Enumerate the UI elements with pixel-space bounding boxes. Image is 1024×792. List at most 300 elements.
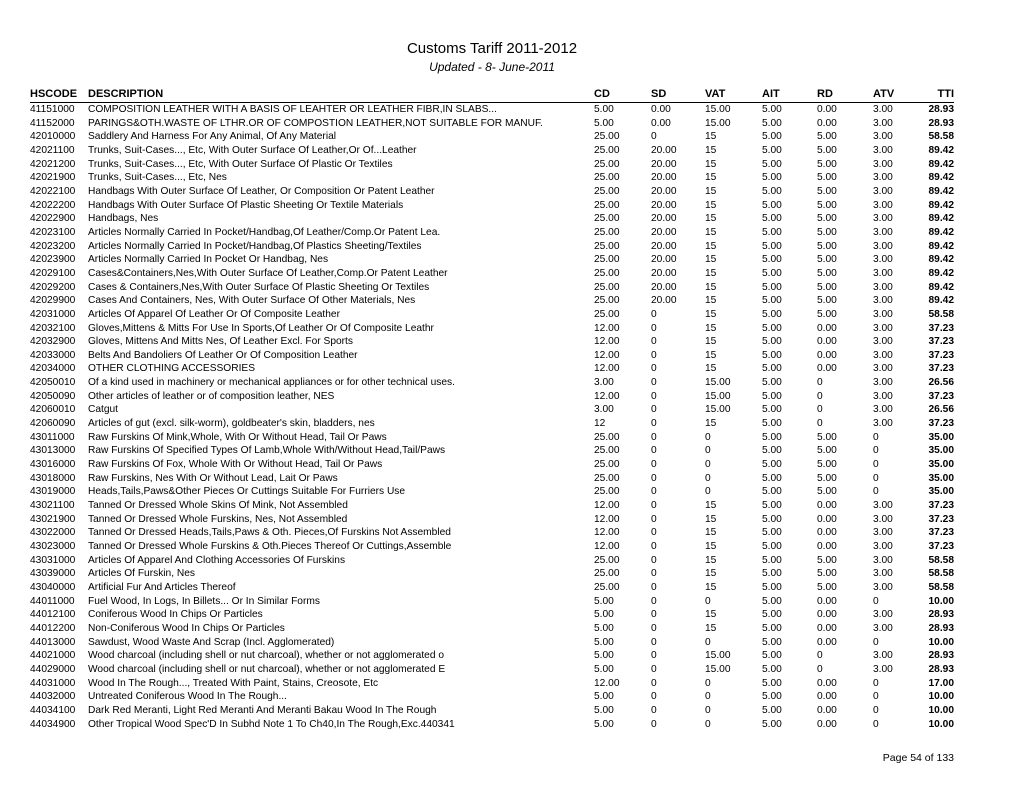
atv-cell: 3.00: [873, 172, 893, 184]
table-row: [30, 185, 954, 199]
tti-cell: 58.58: [928, 568, 954, 580]
tti-cell: 10.00: [928, 595, 954, 607]
hscode-cell: 44013000: [30, 636, 76, 648]
ait-cell: 5.00: [762, 541, 782, 552]
table-row: [30, 595, 954, 609]
ait-cell: 5.00: [762, 404, 782, 416]
atv-cell: 0: [873, 472, 879, 484]
sd-cell: 0: [651, 650, 657, 662]
description-cell: Non-Coniferous Wood In Chips Or Particles: [88, 622, 285, 634]
tti-cell: 35.00: [928, 472, 954, 484]
description-cell: Articles of gut (excl. silk-worm), goldbeater's skin, bladders, nes: [88, 418, 375, 430]
table-row: [30, 144, 954, 158]
hscode-cell: 42050090: [30, 390, 76, 402]
vat-cell: 15: [705, 213, 717, 225]
tti-cell: 35.00: [928, 486, 954, 498]
vat-cell: 15: [705, 281, 717, 293]
ait-cell: 5.00: [762, 663, 782, 675]
hscode-cell: 42022100: [30, 185, 76, 197]
sd-cell: 0: [651, 663, 657, 675]
description-cell: Wood In The Rough..., Treated With Paint, Stains, Creosote, Etc: [88, 677, 379, 689]
rd-cell: 5.00: [817, 131, 837, 143]
description-cell: Tanned Or Dressed Whole Skins Of Mink, Not Assembled: [88, 500, 348, 512]
description-cell: Trunks, Suit-Cases..., Etc, With Outer Surface Of Leather,Or Of...Leather: [88, 144, 417, 156]
atv-cell: 3.00: [873, 527, 893, 539]
ait-cell: 5.00: [762, 308, 782, 320]
cd-cell: 5.00: [594, 622, 614, 634]
ait-cell: 5.00: [762, 568, 782, 580]
rd-cell: 0.00: [817, 691, 837, 703]
tti-cell: 35.00: [928, 431, 954, 443]
cd-cell: 25.00: [594, 213, 620, 225]
rd-cell: 5.00: [817, 431, 837, 443]
cd-cell: 5.00: [594, 650, 614, 662]
cd-cell: 25.00: [594, 554, 620, 566]
atv-cell: 0: [873, 704, 879, 716]
rd-cell: 0: [817, 650, 823, 662]
rd-cell: 0.00: [817, 622, 837, 634]
description-cell: Cases & Containers,Nes,With Outer Surface Of Plastic Sheeting Or Textiles: [88, 281, 430, 293]
vat-cell: 15: [705, 418, 717, 430]
hscode-cell: 44032000: [30, 691, 76, 703]
vat-cell: 15: [705, 295, 717, 307]
hscode-cell: 44021000: [30, 650, 76, 662]
cd-cell: 25.00: [594, 459, 620, 471]
ait-cell: 5.00: [762, 377, 782, 389]
sd-cell: 20.00: [651, 144, 677, 156]
rd-cell: 5.00: [817, 295, 837, 307]
rd-cell: 5.00: [817, 581, 837, 593]
vat-cell: 15: [705, 363, 717, 375]
tti-cell: 28.93: [928, 117, 954, 129]
rd-cell: 0: [817, 390, 823, 402]
hscode-cell: 42060090: [30, 418, 76, 430]
rd-cell: 0.00: [817, 541, 837, 552]
cd-cell: 25.00: [594, 431, 620, 443]
atv-cell: 3.00: [873, 254, 893, 266]
rd-cell: 5.00: [817, 281, 837, 293]
table-row: [30, 690, 954, 704]
hscode-cell: 44029000: [30, 663, 76, 675]
tti-cell: 28.93: [928, 104, 954, 115]
ait-cell: 5.00: [762, 554, 782, 566]
hscode-cell: 42031000: [30, 308, 76, 320]
table-row: [30, 171, 954, 185]
vat-cell: 15: [705, 172, 717, 184]
vat-cell: 15: [705, 554, 717, 566]
rd-cell: 0.00: [817, 595, 837, 607]
vat-cell: 0: [705, 636, 711, 648]
ait-cell: 5.00: [762, 650, 782, 662]
tti-cell: 26.56: [928, 404, 954, 416]
hscode-cell: 42032900: [30, 336, 76, 348]
table-row: [30, 103, 954, 117]
tti-cell: 37.23: [928, 513, 954, 525]
vat-cell: 15.00: [705, 404, 731, 416]
tti-cell: 58.58: [928, 131, 954, 143]
ait-cell: 5.00: [762, 226, 782, 238]
rd-cell: 5.00: [817, 568, 837, 580]
ait-cell: 5.00: [762, 254, 782, 266]
hscode-cell: 42033000: [30, 349, 76, 361]
hscode-cell: 43040000: [30, 581, 76, 593]
table-row: [30, 718, 954, 732]
cd-cell: 25.00: [594, 472, 620, 484]
table-row: [30, 362, 954, 376]
hscode-cell: 42032100: [30, 322, 76, 334]
description-cell: Articles Normally Carried In Pocket/Handbag,Of Leather/Comp.Or Patent Lea.: [88, 226, 441, 238]
tti-cell: 37.23: [928, 527, 954, 539]
atv-cell: 0: [873, 718, 879, 730]
description-cell: Articles Of Furskin, Nes: [88, 568, 195, 580]
rd-cell: 0: [817, 663, 823, 675]
hscode-cell: 43018000: [30, 472, 76, 484]
vat-cell: 15: [705, 240, 717, 252]
tti-cell: 58.58: [928, 554, 954, 566]
rd-cell: 0.00: [817, 636, 837, 648]
cd-cell: 5.00: [594, 704, 614, 716]
tti-cell: 89.42: [928, 172, 954, 184]
atv-cell: 3.00: [873, 568, 893, 580]
description-cell: Tanned Or Dressed Whole Furskins & Oth.Pieces Thereof Or Cuttings,Assemble: [88, 541, 452, 552]
atv-cell: 0: [873, 486, 879, 498]
column-header-cd: CD: [594, 88, 651, 103]
vat-cell: 15: [705, 226, 717, 238]
rd-cell: 5.00: [817, 486, 837, 498]
rd-cell: 5.00: [817, 185, 837, 197]
vat-cell: 15: [705, 185, 717, 197]
ait-cell: 5.00: [762, 636, 782, 648]
rd-cell: 0.00: [817, 513, 837, 525]
hscode-cell: 44031000: [30, 677, 76, 689]
rd-cell: 5.00: [817, 172, 837, 184]
description-cell: PARINGS&OTH.WASTE OF LTHR.OR OF COMPOSTION LEATHER,NOT SUITABLE FOR MANUF.: [88, 117, 543, 129]
atv-cell: 3.00: [873, 500, 893, 512]
vat-cell: 15: [705, 500, 717, 512]
cd-cell: 25.00: [594, 199, 620, 211]
description-cell: Raw Furskins Of Mink,Whole, With Or Without Head, Tail Or Paws: [88, 431, 387, 443]
ait-cell: 5.00: [762, 240, 782, 252]
rd-cell: 0.00: [817, 322, 837, 334]
table-row: [30, 472, 954, 486]
hscode-cell: 42021200: [30, 158, 76, 170]
tti-cell: 89.42: [928, 158, 954, 170]
atv-cell: 3.00: [873, 513, 893, 525]
tti-cell: 37.23: [928, 349, 954, 361]
cd-cell: 25.00: [594, 158, 620, 170]
tti-cell: 37.23: [928, 500, 954, 512]
sd-cell: 0: [651, 691, 657, 703]
tti-cell: 35.00: [928, 459, 954, 471]
sd-cell: 0: [651, 554, 657, 566]
cd-cell: 25.00: [594, 185, 620, 197]
cd-cell: 12.00: [594, 500, 620, 512]
rd-cell: 5.00: [817, 267, 837, 279]
rd-cell: 0.00: [817, 677, 837, 689]
cd-cell: 5.00: [594, 104, 614, 115]
sd-cell: 0: [651, 486, 657, 498]
rd-cell: 0.00: [817, 704, 837, 716]
atv-cell: 3.00: [873, 322, 893, 334]
description-cell: Of a kind used in machinery or mechanical appliances or for other technical uses.: [88, 377, 455, 389]
cd-cell: 25.00: [594, 267, 620, 279]
ait-cell: 5.00: [762, 691, 782, 703]
sd-cell: 0: [651, 349, 657, 361]
cd-cell: 12.00: [594, 349, 620, 361]
table-row: [30, 308, 954, 322]
cd-cell: 5.00: [594, 663, 614, 675]
table-row: [30, 704, 954, 718]
sd-cell: 20.00: [651, 267, 677, 279]
sd-cell: 0: [651, 431, 657, 443]
hscode-cell: 43021100: [30, 500, 75, 512]
cd-cell: 3.00: [594, 404, 614, 416]
description-cell: Raw Furskins, Nes With Or Without Lead, Lait Or Paws: [88, 472, 338, 484]
hscode-cell: 42023100: [30, 226, 76, 238]
tti-cell: 89.42: [928, 295, 954, 307]
table-row: [30, 158, 954, 172]
ait-cell: 5.00: [762, 513, 782, 525]
vat-cell: 0: [705, 431, 711, 443]
sd-cell: 0: [651, 459, 657, 471]
table-row: [30, 117, 954, 131]
table-body: [30, 103, 954, 732]
sd-cell: 0: [651, 581, 657, 593]
tti-cell: 26.56: [928, 377, 954, 389]
cd-cell: 5.00: [594, 718, 614, 730]
sd-cell: 0: [651, 131, 657, 143]
description-cell: Fuel Wood, In Logs, In Billets... Or In Similar Forms: [88, 595, 320, 607]
column-header-tti: TTI: [919, 88, 954, 103]
table-row: [30, 636, 954, 650]
atv-cell: 3.00: [873, 158, 893, 170]
cd-cell: 12.00: [594, 390, 620, 402]
atv-cell: 0: [873, 636, 879, 648]
hscode-cell: 44012100: [30, 609, 76, 621]
tti-cell: 89.42: [928, 254, 954, 266]
rd-cell: 0.00: [817, 363, 837, 375]
atv-cell: 3.00: [873, 199, 893, 211]
table-row: [30, 130, 954, 144]
vat-cell: 15: [705, 254, 717, 266]
vat-cell: 15.00: [705, 377, 731, 389]
vat-cell: 0: [705, 445, 711, 457]
ait-cell: 5.00: [762, 431, 782, 443]
ait-cell: 5.00: [762, 390, 782, 402]
tti-cell: 28.93: [928, 663, 954, 675]
hscode-cell: 42060010: [30, 404, 76, 416]
description-cell: Gloves,Mittens & Mitts For Use In Sports,Of Leather Or Of Composite Leathr: [88, 322, 434, 334]
vat-cell: 15: [705, 527, 717, 539]
tti-cell: 89.42: [928, 226, 954, 238]
tti-cell: 10.00: [928, 691, 954, 703]
hscode-cell: 43021900: [30, 513, 76, 525]
tti-cell: 28.93: [928, 650, 954, 662]
cd-cell: 25.00: [594, 131, 620, 143]
atv-cell: 3.00: [873, 117, 893, 129]
cd-cell: 25.00: [594, 144, 620, 156]
vat-cell: 15: [705, 541, 717, 552]
hscode-cell: 42029100: [30, 267, 76, 279]
vat-cell: 15: [705, 199, 717, 211]
hscode-cell: 42023200: [30, 240, 76, 252]
rd-cell: 5.00: [817, 254, 837, 266]
table-row: [30, 294, 954, 308]
vat-cell: 15: [705, 158, 717, 170]
description-cell: Cases&Containers,Nes,With Outer Surface Of Leather,Comp.Or Patent Leather: [88, 267, 448, 279]
ait-cell: 5.00: [762, 199, 782, 211]
ait-cell: 5.00: [762, 486, 782, 498]
document-subtitle: Updated - 8- June-2011: [429, 60, 555, 74]
table-row: [30, 349, 954, 363]
ait-cell: 5.00: [762, 445, 782, 457]
atv-cell: 3.00: [873, 336, 893, 348]
description-cell: Trunks, Suit-Cases..., Etc, Nes: [88, 172, 227, 184]
ait-cell: 5.00: [762, 472, 782, 484]
ait-cell: 5.00: [762, 718, 782, 730]
sd-cell: 20.00: [651, 295, 677, 307]
ait-cell: 5.00: [762, 363, 782, 375]
atv-cell: 3.00: [873, 240, 893, 252]
cd-cell: 25.00: [594, 568, 620, 580]
sd-cell: 0.00: [651, 117, 671, 129]
description-cell: Raw Furskins Of Fox, Whole With Or Without Head, Tail Or Paws: [88, 459, 383, 471]
sd-cell: 20.00: [651, 254, 677, 266]
atv-cell: 3.00: [873, 377, 893, 389]
ait-cell: 5.00: [762, 185, 782, 197]
cd-cell: 12.00: [594, 363, 620, 375]
rd-cell: 5.00: [817, 554, 837, 566]
vat-cell: 15: [705, 622, 717, 634]
table-row: [30, 663, 954, 677]
tti-cell: 37.23: [928, 363, 954, 375]
page-number: Page 54 of 133: [882, 752, 954, 764]
table-row: [30, 567, 954, 581]
ait-cell: 5.00: [762, 172, 782, 184]
rd-cell: 5.00: [817, 144, 837, 156]
atv-cell: 3.00: [873, 541, 893, 552]
cd-cell: 12.00: [594, 322, 620, 334]
table-row: [30, 485, 954, 499]
rd-cell: 0: [817, 404, 823, 416]
description-cell: Handbags With Outer Surface Of Plastic Sheeting Or Textile Materials: [88, 199, 404, 211]
sd-cell: 0: [651, 677, 657, 689]
hscode-cell: 43011000: [30, 431, 75, 443]
ait-cell: 5.00: [762, 349, 782, 361]
column-header-sd: SD: [651, 88, 705, 103]
ait-cell: 5.00: [762, 622, 782, 634]
cd-cell: 25.00: [594, 445, 620, 457]
cd-cell: 25.00: [594, 240, 620, 252]
atv-cell: 3.00: [873, 213, 893, 225]
ait-cell: 5.00: [762, 336, 782, 348]
vat-cell: 0: [705, 704, 711, 716]
tti-cell: 58.58: [928, 581, 954, 593]
sd-cell: 0: [651, 445, 657, 457]
tti-cell: 89.42: [928, 185, 954, 197]
atv-cell: 0: [873, 431, 879, 443]
column-header-rd: RD: [817, 88, 873, 103]
ait-cell: 5.00: [762, 418, 782, 430]
atv-cell: 0: [873, 691, 879, 703]
table-row: [30, 458, 954, 472]
cd-cell: 5.00: [594, 691, 614, 703]
hscode-cell: 42021900: [30, 172, 76, 184]
hscode-cell: 42010000: [30, 131, 76, 143]
hscode-cell: 42023900: [30, 254, 76, 266]
atv-cell: 3.00: [873, 622, 893, 634]
rd-cell: 0.00: [817, 336, 837, 348]
description-cell: Articles Normally Carried In Pocket Or Handbag, Nes: [88, 254, 329, 266]
tti-cell: 89.42: [928, 199, 954, 211]
tti-cell: 89.42: [928, 240, 954, 252]
vat-cell: 0: [705, 595, 711, 607]
hscode-cell: 41152000: [30, 117, 75, 129]
tti-cell: 89.42: [928, 281, 954, 293]
description-cell: Gloves, Mittens And Mitts Nes, Of Leather Excl. For Sports: [88, 336, 353, 348]
sd-cell: 20.00: [651, 240, 677, 252]
cd-cell: 12.00: [594, 677, 620, 689]
tti-cell: 35.00: [928, 445, 954, 457]
table-row: [30, 376, 954, 390]
rd-cell: 5.00: [817, 240, 837, 252]
sd-cell: 0: [651, 418, 657, 430]
rd-cell: 0.00: [817, 609, 837, 621]
column-header-description: DESCRIPTION: [88, 88, 594, 103]
hscode-cell: 43016000: [30, 459, 76, 471]
tti-cell: 28.93: [928, 609, 954, 621]
vat-cell: 0: [705, 459, 711, 471]
ait-cell: 5.00: [762, 527, 782, 539]
description-cell: Raw Furskins Of Specified Types Of Lamb,Whole With/Without Head,Tail/Paws: [88, 445, 446, 457]
atv-cell: 3.00: [873, 185, 893, 197]
tti-cell: 10.00: [928, 718, 954, 730]
cd-cell: 25.00: [594, 254, 620, 266]
rd-cell: 0: [817, 418, 823, 430]
table-row: [30, 540, 954, 554]
sd-cell: 0: [651, 527, 657, 539]
atv-cell: 3.00: [873, 390, 893, 402]
rd-cell: 5.00: [817, 199, 837, 211]
ait-cell: 5.00: [762, 459, 782, 471]
description-cell: Belts And Bandoliers Of Leather Or Of Composition Leather: [88, 349, 358, 361]
ait-cell: 5.00: [762, 581, 782, 593]
table-row: [30, 431, 954, 445]
hscode-cell: 42050010: [30, 377, 76, 389]
description-cell: Wood charcoal (including shell or nut charcoal), whether or not agglomerated o: [88, 650, 445, 662]
cd-cell: 12.00: [594, 541, 620, 552]
hscode-cell: 44011000: [30, 595, 75, 607]
atv-cell: 3.00: [873, 363, 893, 375]
vat-cell: 15.00: [705, 104, 731, 115]
sd-cell: 0.00: [651, 104, 671, 115]
tti-cell: 58.58: [928, 308, 954, 320]
hscode-cell: 43023000: [30, 541, 76, 552]
cd-cell: 25.00: [594, 226, 620, 238]
atv-cell: 3.00: [873, 144, 893, 156]
table-row: [30, 417, 954, 431]
sd-cell: 0: [651, 404, 657, 416]
table-row: [30, 253, 954, 267]
column-header-atv: ATV: [873, 88, 919, 103]
rd-cell: 0.00: [817, 349, 837, 361]
sd-cell: 0: [651, 704, 657, 716]
hscode-cell: 41151000: [30, 104, 75, 115]
table-row: [30, 212, 954, 226]
hscode-cell: 43022000: [30, 527, 76, 539]
vat-cell: 15: [705, 144, 717, 156]
tti-cell: 10.00: [928, 636, 954, 648]
